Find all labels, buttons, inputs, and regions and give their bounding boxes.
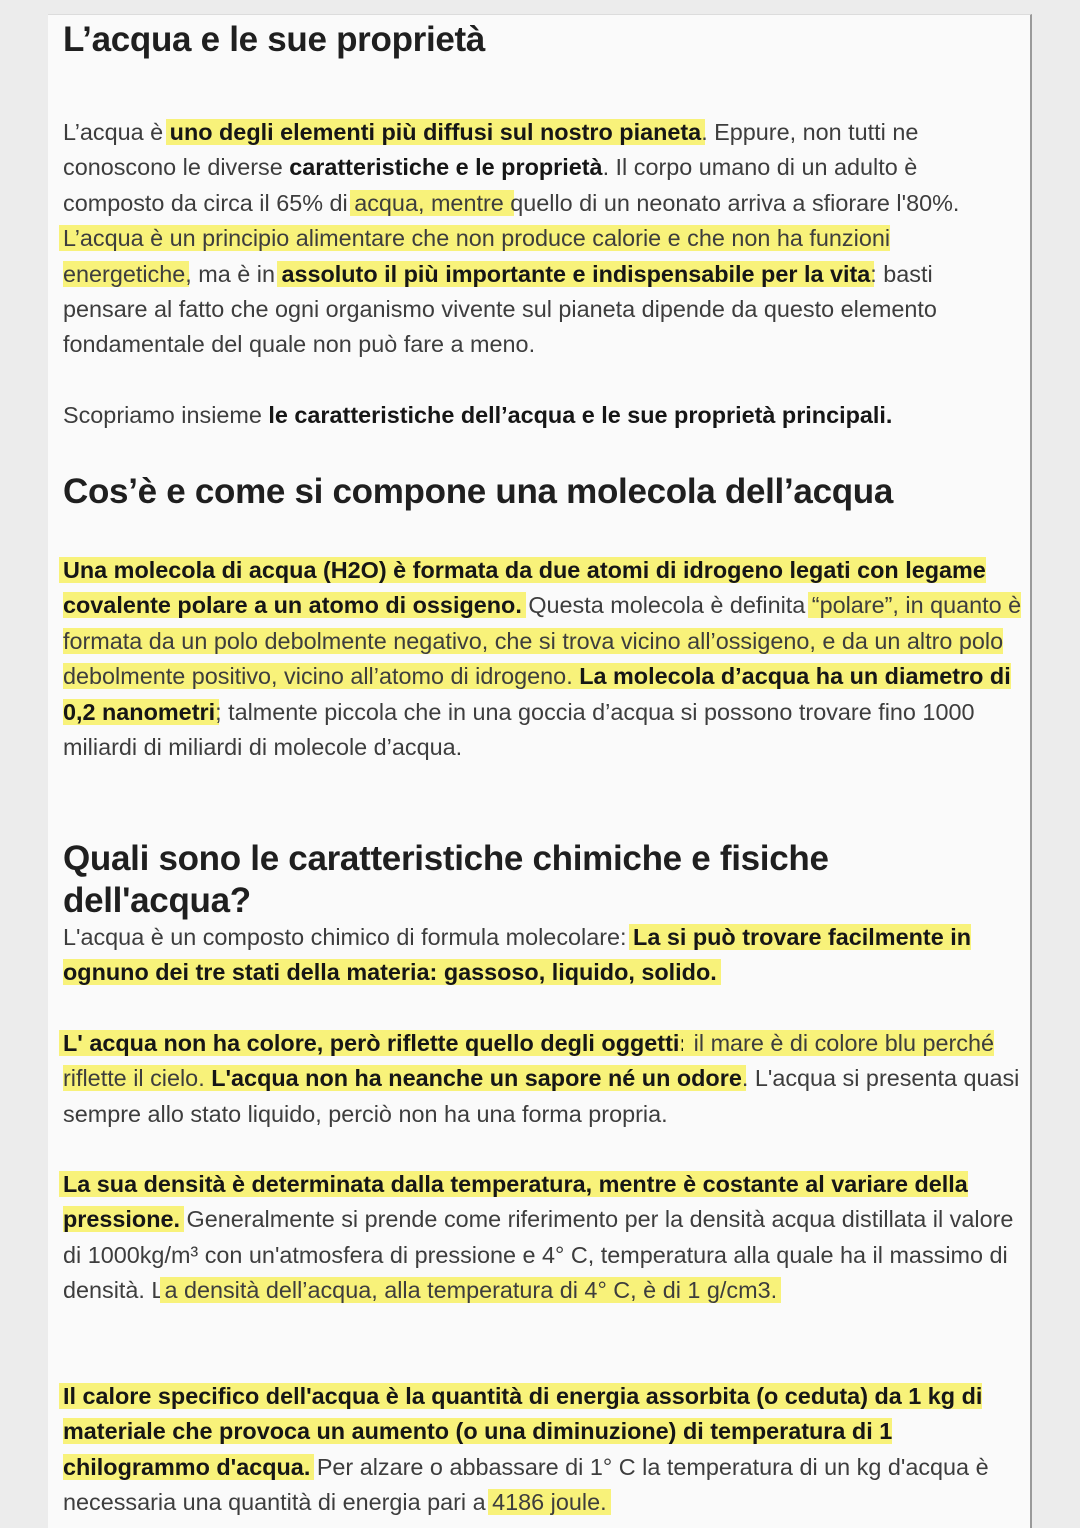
intro-text-6: : basti pensare al fatto che ogni organismo vivente sul pianeta dipende da questo elemento fondamentale del quale non può fare a meno. [63,260,937,358]
intro-text-5: , ma è in [185,260,282,287]
molecule-text-1: Questa molecola è definita [521,592,812,619]
states-highlight: La si può trovare facilmente in ognuno dei tre stati della materia: gassoso, liquido, solido. [63,924,971,986]
color-highlight-3: L'acqua non ha neanche un sapore né un odore [211,1065,742,1092]
heat-text: Per alzare o abbassare di 1° C la temperatura di un kg d'acqua è necessaria una quantità di energia pari a [63,1453,989,1516]
density-text: Generalmente si prende come riferimento per la densità acqua distillata il valore di 1000kg/m³ con un'atmosfera di pressione e 4° C, temperatura alla quale ha il massimo di densità. L [63,1206,1014,1304]
density-paragraph [63,1167,1023,1309]
intro-text-2: . Eppure, non tutti ne conoscono le diverse [63,119,919,181]
discover-text: Scopriamo insieme [63,402,269,428]
intro-text-3: . Il corpo umano di un adulto è composto da circa il 65% di [63,154,918,216]
molecule-highlight-2: “polare”, in quanto è formata da un polo debolmente negativo, che si trova vicino all’ossigeno, e da un altro polo debolmente positivo, vicino all’atomo di idrogeno. [63,592,1022,690]
states-paragraph [63,920,1023,991]
color-highlight-2: il mare è di colore blu perché riflette il cielo. [63,1030,995,1092]
heat-paragraph [63,1379,1023,1521]
heat-highlight-1: Il calore specifico dell'acqua è la quantità di energia assorbita (o ceduta) da 1 kg di materiale che provoca un aumento (o una diminuzione) di temperatura di 1 chilogrammo d'acqua. [63,1383,983,1480]
intro-highlight-4: assoluto il più importante e indispensabile per la vita [281,260,871,287]
intro-bold-1: caratteristiche e le proprietà [289,154,603,181]
intro-highlight-1: uno degli elementi più diffusi sul nostro pianeta [169,119,702,145]
intro-highlight-2: acqua, mentre [354,189,511,216]
molecule-paragraph [63,553,1023,765]
discover-paragraph [63,398,1023,433]
properties-heading: Quali sono le caratteristiche chimiche e fisiche dell'acqua? [63,839,829,920]
document-page [48,14,1032,1528]
molecule-text-2: ; talmente piccola che in una goccia d’acqua si possono trovare fino 1000 miliardi di miliardi di molecole d’acqua. [63,698,975,761]
intro-highlight-3: L’acqua è un principio alimentare che non produce calorie e che non ha funzioni energetiche [63,225,891,287]
color-text: . L'acqua si presenta quasi sempre allo stato liquido, perciò non ha una forma propria. [63,1065,1020,1127]
intro-text-1: L’acqua è [63,119,170,145]
molecule-highlight-3: La molecola d’acqua ha un diametro di 0,2 nanometri [63,663,1011,725]
states-text: L'acqua è un composto chimico di formula molecolare: [63,924,634,950]
intro-text-4: quello di un neonato arriva a sfiorare l'80%. [510,189,960,216]
color-paragraph [63,1026,1023,1132]
heat-highlight-2: 4186 joule. [492,1489,607,1516]
discover-bold: le caratteristiche dell’acqua e le sue proprietà principali. [268,402,893,428]
molecule-highlight-1: Una molecola di acqua (H2O) è formata da due atomi di idrogeno legati con legame covalente polare a un atomo di ossigeno. [63,557,986,619]
intro-paragraph [63,115,1023,363]
molecule-heading: Cos’è e come si compone una molecola dell’acqua [63,472,894,511]
density-highlight-2: a densità dell’acqua, alla temperatura di 4° C, è di 1 g/cm3. [164,1277,778,1304]
page-title: L’acqua e le sue proprietà [63,20,486,59]
density-highlight-1: La sua densità è determinata dalla temperatura, mentre è costante al variare della pressione. [63,1171,968,1233]
color-highlight-1: L' acqua non ha colore, però riflette quello degli oggetti: [63,1030,688,1056]
